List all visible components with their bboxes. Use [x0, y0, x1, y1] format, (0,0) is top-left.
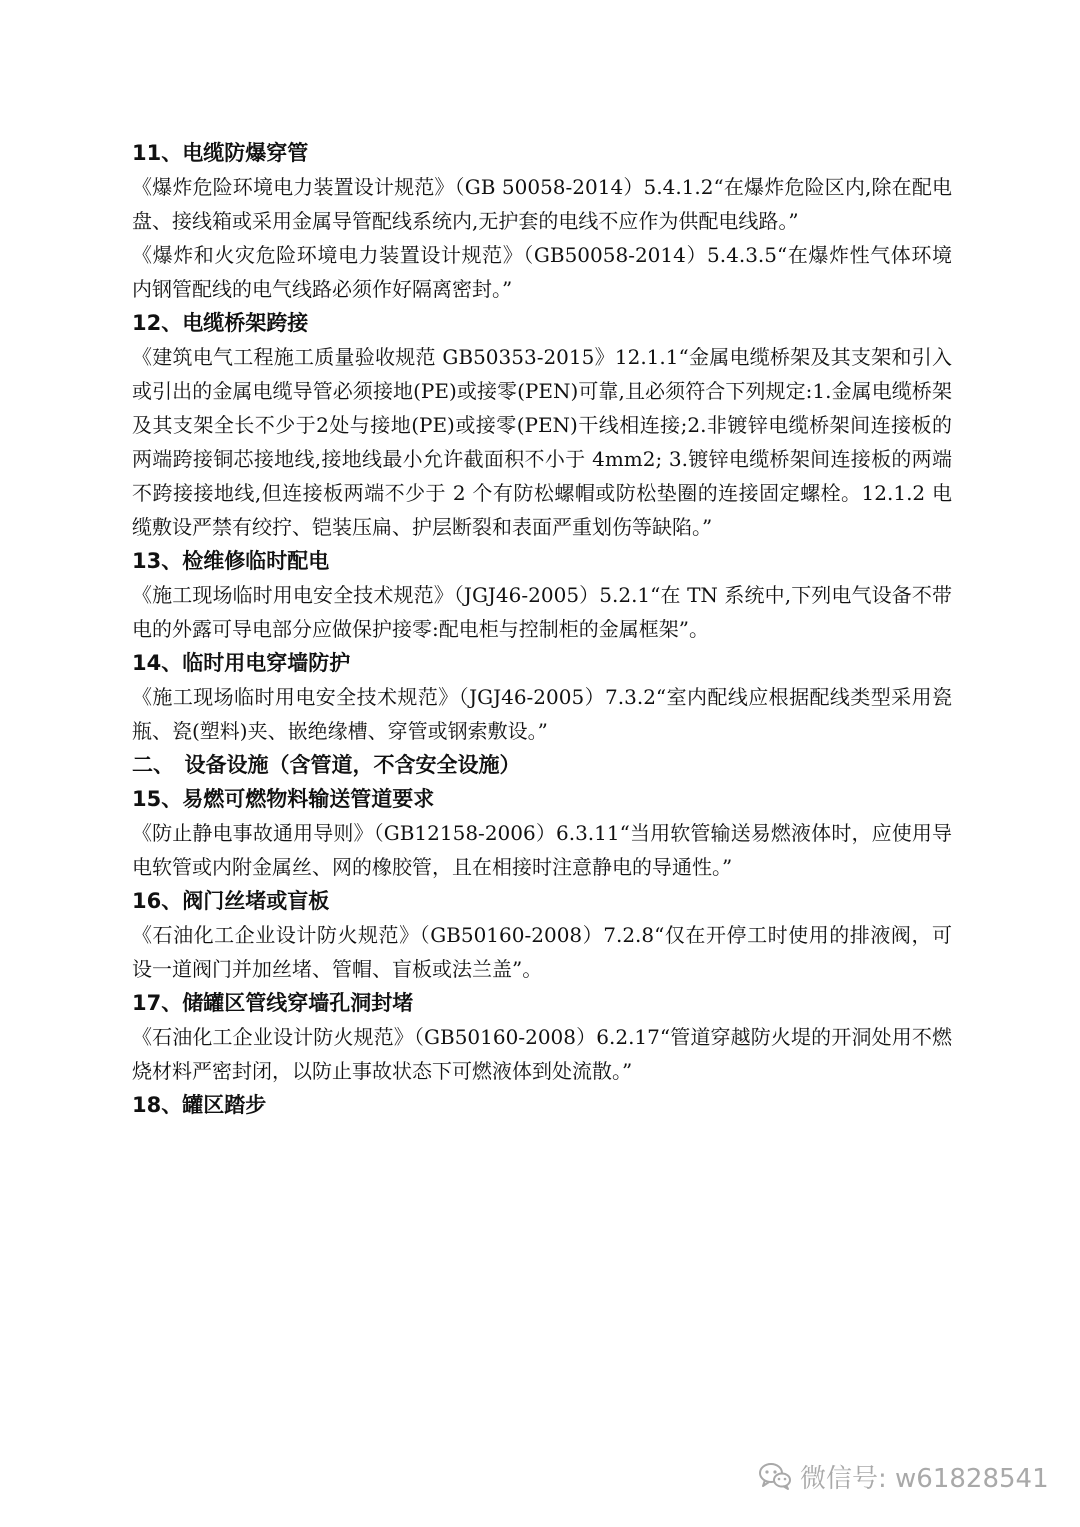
document-content	[132, 136, 952, 1122]
item-paragraph: 《施工现场临时用电安全技术规范》（JGJ46-2005）7.3.2“室内配线应根据配线类型采用瓷瓶、瓷(塑料)夹、嵌绝缘槽、穿管或钢索敷设。”	[132, 685, 952, 743]
item-16	[132, 884, 952, 986]
item-paragraph: 《石油化工企业设计防火规范》（GB50160-2008）7.2.8“仅在开停工时使用的排液阀，可设一道阀门并加丝堵、管帽、盲板或法兰盖”。	[132, 923, 952, 981]
item-paragraph: 《石油化工企业设计防火规范》（GB50160-2008）6.2.17“管道穿越防火堤的开洞处用不燃烧材料严密封闭，以防止事故状态下可燃液体到处流散。”	[132, 1025, 952, 1083]
item-paragraph: 《爆炸危险环境电力装置设计规范》（GB 50058-2014）5.4.1.2“在爆炸危险区内,除在配电盘、接线箱或采用金属导管配线系统内,无护套的电线不应作为供配电线路。”	[132, 175, 952, 233]
item-11	[132, 136, 952, 306]
item-heading: 12、电缆桥架跨接	[132, 311, 309, 335]
item-paragraph: 《施工现场临时用电安全技术规范》（JGJ46-2005）5.2.1“在 TN 系统中,下列电气设备不带电的外露可导电部分应做保护接零:配电柜与控制柜的金属框架”。	[132, 583, 952, 641]
item-heading: 13、检维修临时配电	[132, 549, 330, 573]
item-12	[132, 306, 952, 544]
item-heading: 17、储罐区管线穿墙孔洞封堵	[132, 991, 414, 1015]
item-17	[132, 986, 952, 1088]
item-heading: 11、电缆防爆穿管	[132, 141, 309, 165]
item-paragraph: 《防止静电事故通用导则》（GB12158-2006）6.3.11“当用软管输送易燃液体时，应使用导电软管或内附金属丝、网的橡胶管，且在相接时注意静电的导通性。”	[132, 821, 952, 879]
item-13	[132, 544, 952, 646]
item-18	[132, 1088, 952, 1122]
item-heading: 15、易燃可燃物料输送管道要求	[132, 787, 435, 811]
item-heading: 18、罐区踏步	[132, 1093, 267, 1117]
section-heading: 二、 设备设施（含管道，不含安全设施）	[132, 753, 521, 777]
watermark-text: 微信号: w61828541	[800, 1463, 1049, 1494]
item-heading: 16、阀门丝堵或盲板	[132, 889, 330, 913]
watermark	[758, 1456, 1049, 1496]
item-14	[132, 646, 952, 748]
wechat-icon	[758, 1461, 792, 1491]
item-paragraph: 《建筑电气工程施工质量验收规范 GB50353-2015》12.1.1“金属电缆桥架及其支架和引入或引出的金属电缆导管必须接地(PE)或接零(PEN)可靠,且必须符合下列规定:1.金属电缆桥架及其支架全长不少于2处与接地(PE)或接零(PEN)干线相连接;2.非镀锌电缆桥架间连接板的两端跨接铜芯接地线,接地线最小允许截面积不小于 4mm2; 3.镀锌电缆桥架间连接板的两端不跨接接地线,但连接板两端不少于 2 个有防松螺帽或防松垫圈的连接固定螺栓。12.1.2 电缆敷设严禁有绞拧、铠装压扁、护层断裂和表面严重划伤等缺陷。”	[132, 345, 952, 539]
item-paragraph: 《爆炸和火灾危险环境电力装置设计规范》（GB50058-2014）5.4.3.5“在爆炸性气体环境内钢管配线的电气线路必须作好隔离密封。”	[132, 243, 952, 301]
item-15	[132, 782, 952, 884]
item-heading: 14、临时用电穿墙防护	[132, 651, 351, 675]
